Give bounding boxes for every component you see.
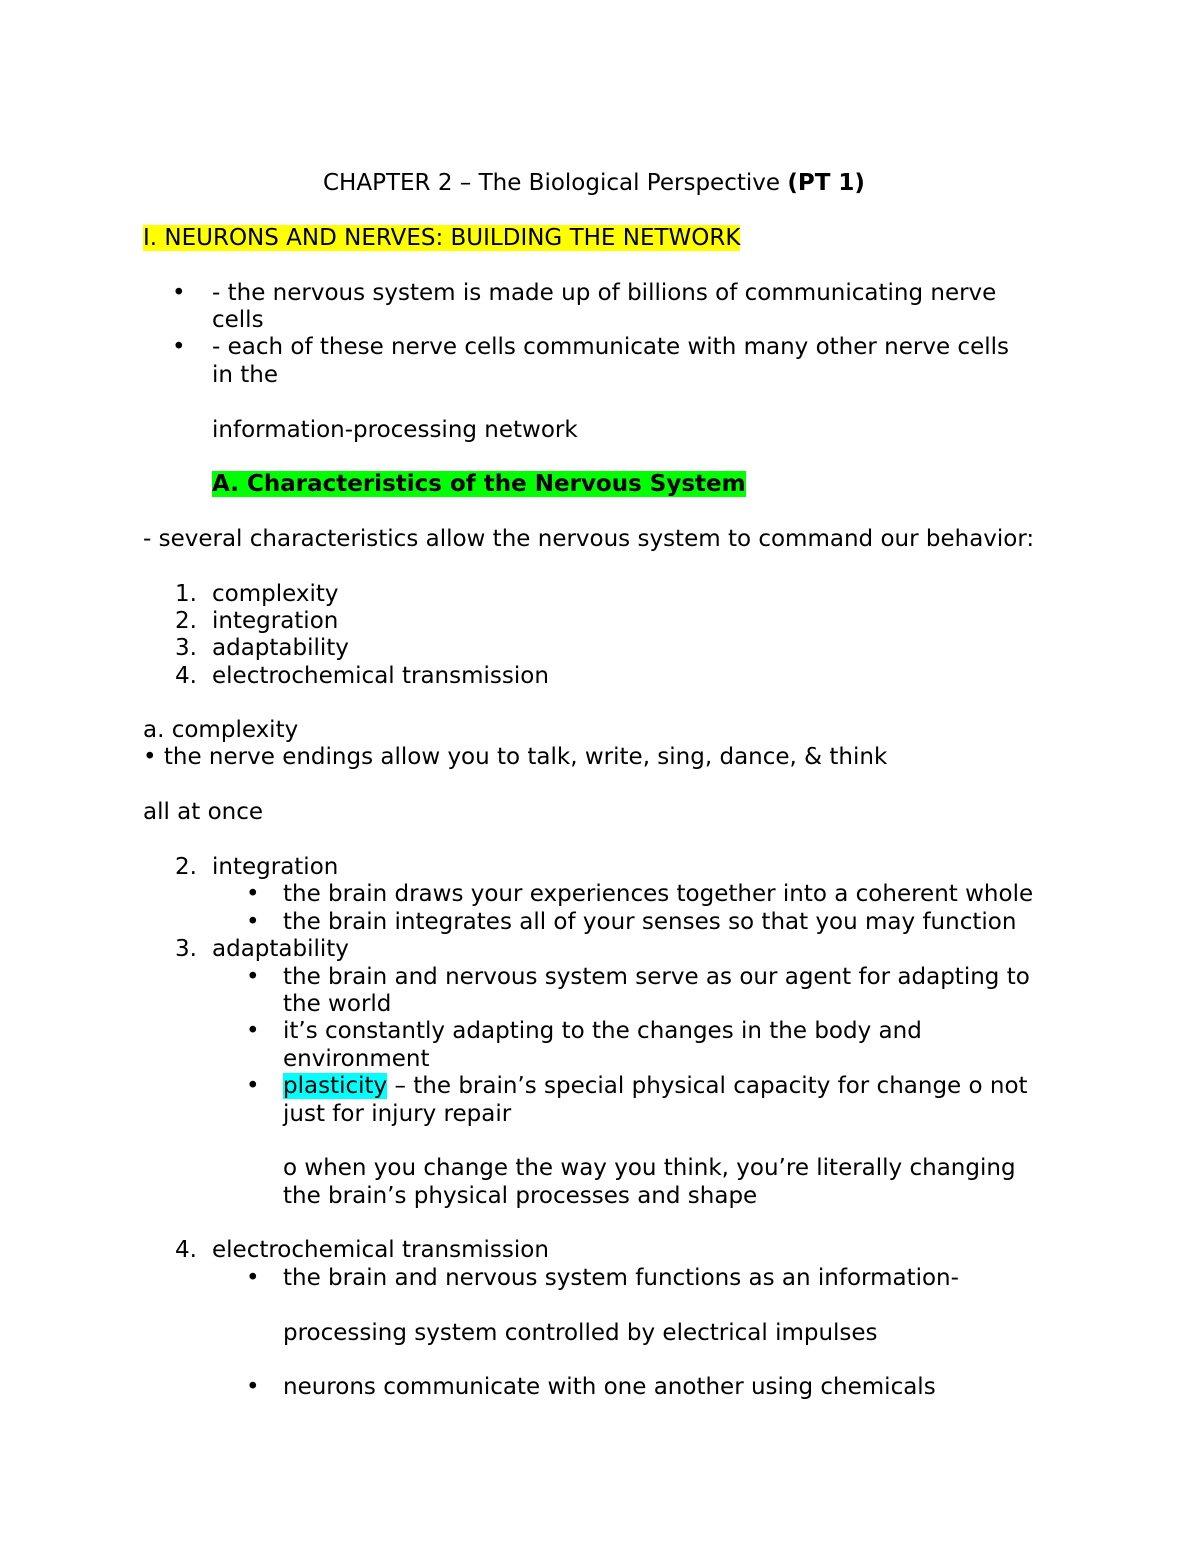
complexity-continuation: all at once [143, 799, 264, 825]
subheading [212, 470, 746, 498]
intro-bullet-1-line-1: - the nervous system is made up of billions of communicating nerve [212, 280, 997, 306]
plasticity-bullet-marker: • [246, 1073, 260, 1099]
electro-bullet-2-marker: • [246, 1374, 260, 1400]
plasticity-definition: – the brain’s special physical capacity for change o not [387, 1073, 1028, 1099]
integration-bullet-2: the brain integrates all of your senses so that you may function [283, 909, 1017, 935]
section-heading [143, 224, 740, 252]
adaptability-number: 3. [175, 936, 197, 962]
plasticity-line-2: just for injury repair [283, 1101, 512, 1127]
electro-bullet-1-line-1: the brain and nervous system functions as an information- [283, 1265, 959, 1291]
integration-bullet-2-marker: • [246, 909, 260, 935]
integration-bullet-1-marker: • [246, 881, 260, 907]
adaptability-bullet-2-marker: • [246, 1018, 260, 1044]
electro-bullet-1-marker: • [246, 1265, 260, 1291]
plasticity-sub-line-2: the brain’s physical processes and shape [283, 1183, 758, 1209]
numbered-item-3-number: 3. [175, 635, 197, 661]
adaptability-bullet-2-line-2: environment [283, 1046, 430, 1072]
integration-number: 2. [175, 854, 197, 880]
integration-bullet-1: the brain draws your experiences together into a coherent whole [283, 881, 1034, 907]
plasticity-sub-line-1: o when you change the way you think, you’re literally changing [283, 1155, 1016, 1181]
title-text: CHAPTER 2 – The Biological Perspective [323, 170, 788, 196]
numbered-item-2-number: 2. [175, 608, 197, 634]
intro-bullet-2-line-1: - each of these nerve cells communicate with many other nerve cells [212, 334, 1009, 360]
adaptability-bullet-1-marker: • [246, 964, 260, 990]
numbered-item-4-number: 4. [175, 663, 197, 689]
subheading-text: A. Characteristics of the Nervous System [212, 471, 746, 497]
numbered-item-3-text: adaptability [212, 635, 349, 661]
intro-bullet-1-line-2: cells [212, 307, 264, 333]
characteristics-intro: - several characteristics allow the nervous system to command our behavior: [143, 526, 1035, 552]
electro-bullet-1-line-2: processing system controlled by electrical impulses [283, 1320, 878, 1346]
adaptability-heading: adaptability [212, 936, 349, 962]
plasticity-term: plasticity [283, 1073, 388, 1099]
intro-bullet-2-line-2: in the [212, 362, 279, 388]
electro-number: 4. [175, 1237, 197, 1263]
title-part-label: (PT 1) [787, 170, 865, 196]
electro-bullet-2: neurons communicate with one another using chemicals [283, 1374, 936, 1400]
numbered-item-1-text: complexity [212, 581, 339, 607]
complexity-heading: a. complexity [143, 717, 299, 743]
intro-bullet-1-marker: • [172, 280, 186, 306]
electro-heading: electrochemical transmission [212, 1237, 549, 1263]
complexity-bullet: • the nerve endings allow you to talk, write, sing, dance, & think [143, 744, 888, 770]
page-title [323, 169, 865, 197]
numbered-item-4-text: electrochemical transmission [212, 663, 549, 689]
adaptability-bullet-1-line-2: the world [283, 991, 392, 1017]
integration-heading: integration [212, 854, 339, 880]
adaptability-bullet-2-line-1: it’s constantly adapting to the changes in the body and [283, 1018, 922, 1044]
section-heading-text: I. NEURONS AND NERVES: BUILDING THE NETWORK [143, 225, 741, 251]
adaptability-bullet-1-line-1: the brain and nervous system serve as our agent for adapting to [283, 964, 1030, 990]
intro-bullet-2-marker: • [172, 334, 186, 360]
numbered-item-2-text: integration [212, 608, 339, 634]
plasticity-line-1 [283, 1072, 1028, 1100]
numbered-item-1-number: 1. [175, 581, 197, 607]
intro-continuation: information-processing network [212, 417, 578, 443]
